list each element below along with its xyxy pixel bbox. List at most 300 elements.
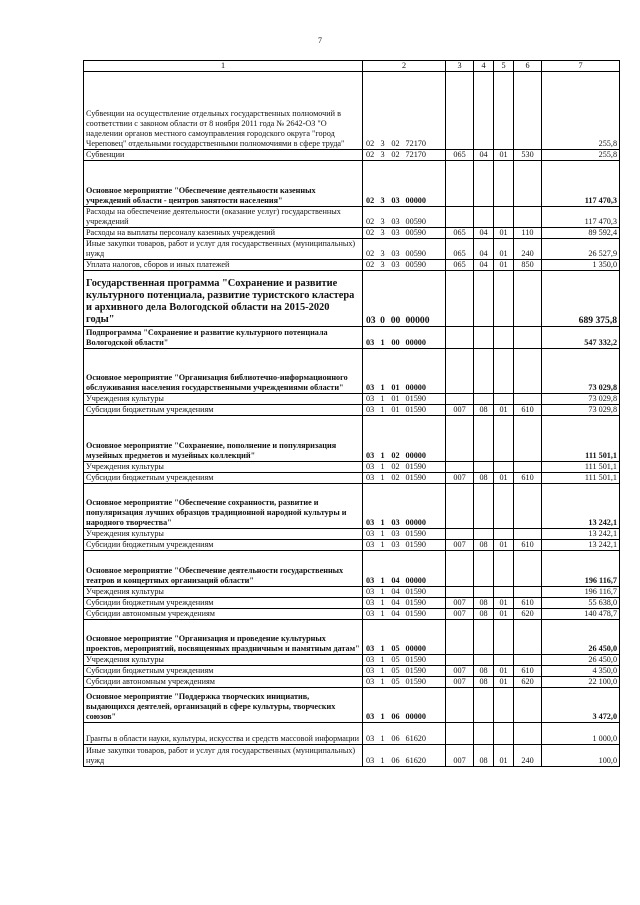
cell-g [446, 655, 474, 666]
cell-k1: 03 [363, 529, 378, 540]
cell-sum: 4 350,0 [542, 666, 620, 677]
cell-g: 007 [446, 609, 474, 620]
cell-pr [494, 349, 514, 394]
cell-k3: 03 [388, 207, 404, 228]
cell-k1: 03 [363, 688, 378, 723]
cell-k1: 03 [363, 349, 378, 394]
cell-name: Подпрограмма "Сохранение и развитие культурного потенциала Вологодской области" [84, 327, 363, 349]
cell-name: Государственная программа "Сохранение и развитие культурного потенциала, развитие туристского кластера и архивного дела Вологодской области на 2015-2020 годы" [84, 271, 363, 327]
cell-k2: 1 [378, 551, 388, 587]
cell-k2: 3 [378, 239, 388, 260]
table-row [84, 271, 620, 327]
cell-k3: 00 [388, 271, 404, 327]
cell-sum: 3 472,0 [542, 688, 620, 723]
cell-pr: 01 [494, 405, 514, 416]
cell-k4: 01590 [404, 529, 446, 540]
cell-vr: 610 [514, 598, 542, 609]
cell-k3: 02 [388, 462, 404, 473]
cell-k3: 03 [388, 529, 404, 540]
cell-pr [494, 271, 514, 327]
cell-k4: 00000 [404, 484, 446, 529]
cell-name: Иные закупки товаров, работ и услуг для государственных (муниципальных) нужд [84, 745, 363, 767]
cell-pr: 01 [494, 609, 514, 620]
table-row [84, 72, 620, 150]
cell-k4: 01590 [404, 462, 446, 473]
cell-k3: 03 [388, 260, 404, 271]
cell-k4: 01590 [404, 609, 446, 620]
cell-rz: 08 [474, 677, 494, 688]
cell-name: Гранты в области науки, культуры, искусства и средств массовой информации [84, 723, 363, 745]
budget-table [83, 60, 620, 767]
cell-vr: 610 [514, 540, 542, 551]
cell-k2: 3 [378, 161, 388, 207]
cell-rz: 04 [474, 228, 494, 239]
cell-rz: 04 [474, 239, 494, 260]
cell-rz [474, 688, 494, 723]
cell-name: Основное мероприятие "Обеспечение деятельности государственных театров и концертных организаций области" [84, 551, 363, 587]
cell-k4: 00000 [404, 620, 446, 655]
header-row [84, 61, 620, 72]
cell-name: Уплата налогов, сборов и иных платежей [84, 260, 363, 271]
cell-k2: 1 [378, 587, 388, 598]
cell-rz: 08 [474, 745, 494, 767]
table-row [84, 598, 620, 609]
cell-rz [474, 551, 494, 587]
cell-rz [474, 723, 494, 745]
cell-g [446, 207, 474, 228]
cell-vr [514, 161, 542, 207]
header-col-3: 3 [446, 61, 474, 72]
page-number: 7 [318, 36, 322, 45]
cell-k1: 03 [363, 540, 378, 551]
cell-k3: 03 [388, 239, 404, 260]
cell-vr [514, 484, 542, 529]
cell-k2: 3 [378, 150, 388, 161]
cell-k4: 00000 [404, 161, 446, 207]
cell-g [446, 688, 474, 723]
cell-k3: 05 [388, 620, 404, 655]
cell-name: Иные закупки товаров, работ и услуг для государственных (муниципальных) нужд [84, 239, 363, 260]
cell-g [446, 723, 474, 745]
cell-k1: 03 [363, 484, 378, 529]
cell-k2: 1 [378, 416, 388, 462]
cell-k1: 02 [363, 239, 378, 260]
cell-rz: 08 [474, 598, 494, 609]
cell-sum: 26 527,9 [542, 239, 620, 260]
cell-k1: 03 [363, 677, 378, 688]
cell-k4: 01590 [404, 598, 446, 609]
cell-k4: 00000 [404, 551, 446, 587]
cell-sum: 13 242,1 [542, 540, 620, 551]
cell-k4: 00590 [404, 260, 446, 271]
cell-k4: 00000 [404, 271, 446, 327]
cell-vr: 530 [514, 150, 542, 161]
header-col-4: 4 [474, 61, 494, 72]
cell-sum: 73 029,8 [542, 349, 620, 394]
cell-pr: 01 [494, 473, 514, 484]
cell-pr [494, 655, 514, 666]
cell-k3: 02 [388, 416, 404, 462]
cell-g: 065 [446, 239, 474, 260]
cell-vr: 620 [514, 677, 542, 688]
table-row [84, 666, 620, 677]
cell-k3: 00 [388, 327, 404, 349]
cell-pr [494, 207, 514, 228]
cell-vr [514, 529, 542, 540]
cell-pr [494, 72, 514, 150]
cell-k2: 1 [378, 327, 388, 349]
cell-sum: 26 450,0 [542, 620, 620, 655]
cell-k2: 1 [378, 688, 388, 723]
cell-pr: 01 [494, 228, 514, 239]
cell-rz: 04 [474, 260, 494, 271]
cell-k3: 01 [388, 394, 404, 405]
cell-rz: 08 [474, 540, 494, 551]
cell-vr: 610 [514, 473, 542, 484]
cell-g [446, 587, 474, 598]
cell-k3: 06 [388, 688, 404, 723]
cell-rz [474, 587, 494, 598]
cell-k1: 02 [363, 207, 378, 228]
table-row [84, 473, 620, 484]
cell-vr [514, 620, 542, 655]
cell-k2: 1 [378, 349, 388, 394]
cell-pr: 01 [494, 260, 514, 271]
cell-k1: 03 [363, 609, 378, 620]
header-col-2: 2 [363, 61, 446, 72]
cell-k1: 03 [363, 473, 378, 484]
cell-vr: 850 [514, 260, 542, 271]
cell-k1: 03 [363, 655, 378, 666]
cell-rz [474, 620, 494, 655]
table-row [84, 349, 620, 394]
cell-k3: 01 [388, 405, 404, 416]
cell-k3: 03 [388, 161, 404, 207]
cell-k4: 01590 [404, 677, 446, 688]
cell-name: Учреждения культуры [84, 587, 363, 598]
cell-k2: 3 [378, 228, 388, 239]
cell-k2: 1 [378, 620, 388, 655]
cell-g [446, 484, 474, 529]
cell-vr [514, 271, 542, 327]
table-row [84, 551, 620, 587]
cell-g: 007 [446, 540, 474, 551]
cell-rz [474, 462, 494, 473]
cell-name: Основное мероприятие "Поддержка творческих инициатив, выдающихся деятелей, организаций в сфере культуры, творческих союзов" [84, 688, 363, 723]
cell-g [446, 620, 474, 655]
cell-sum: 100,0 [542, 745, 620, 767]
cell-sum: 111 501,1 [542, 462, 620, 473]
cell-rz [474, 327, 494, 349]
cell-rz: 08 [474, 473, 494, 484]
cell-vr [514, 551, 542, 587]
cell-name: Основное мероприятие "Обеспечение сохранности, развитие и популяризация лучших образцов традиционной народной культуры и народного творчества" [84, 484, 363, 529]
cell-vr: 610 [514, 666, 542, 677]
cell-name: Основное мероприятие "Организация и проведение культурных проектов, мероприятий, посвященных праздничным и памятным датам" [84, 620, 363, 655]
cell-g [446, 462, 474, 473]
table-row [84, 677, 620, 688]
cell-name: Субсидии автономным учреждениям [84, 609, 363, 620]
table-row [84, 228, 620, 239]
cell-name: Субсидии бюджетным учреждениям [84, 473, 363, 484]
cell-rz: 08 [474, 405, 494, 416]
cell-pr [494, 327, 514, 349]
cell-pr [494, 551, 514, 587]
cell-rz [474, 655, 494, 666]
cell-pr [494, 723, 514, 745]
header-col-6: 6 [514, 61, 542, 72]
cell-k3: 05 [388, 655, 404, 666]
cell-name: Учреждения культуры [84, 394, 363, 405]
cell-k4: 01590 [404, 655, 446, 666]
cell-g [446, 416, 474, 462]
cell-vr [514, 349, 542, 394]
cell-k4: 00000 [404, 327, 446, 349]
cell-name: Субвенции [84, 150, 363, 161]
cell-k2: 0 [378, 271, 388, 327]
table-row [84, 745, 620, 767]
cell-vr [514, 688, 542, 723]
cell-vr: 620 [514, 609, 542, 620]
cell-name: Субсидии бюджетным учреждениям [84, 598, 363, 609]
cell-pr [494, 587, 514, 598]
table-row [84, 260, 620, 271]
cell-k4: 01590 [404, 405, 446, 416]
cell-vr: 240 [514, 239, 542, 260]
cell-k1: 03 [363, 405, 378, 416]
cell-sum: 73 029,8 [542, 394, 620, 405]
cell-k3: 06 [388, 723, 404, 745]
cell-pr: 01 [494, 239, 514, 260]
cell-pr [494, 484, 514, 529]
cell-sum: 22 100,0 [542, 677, 620, 688]
cell-g [446, 551, 474, 587]
table-row [84, 529, 620, 540]
cell-name: Субсидии бюджетным учреждениям [84, 666, 363, 677]
cell-sum: 13 242,1 [542, 529, 620, 540]
cell-vr [514, 72, 542, 150]
cell-rz [474, 529, 494, 540]
table-row [84, 327, 620, 349]
cell-k2: 1 [378, 405, 388, 416]
cell-sum: 547 332,2 [542, 327, 620, 349]
cell-name: Субсидии автономным учреждениям [84, 677, 363, 688]
cell-k2: 1 [378, 655, 388, 666]
cell-k2: 1 [378, 462, 388, 473]
cell-k4: 00000 [404, 416, 446, 462]
cell-sum: 117 470,3 [542, 207, 620, 228]
cell-sum: 196 116,7 [542, 587, 620, 598]
cell-k3: 05 [388, 677, 404, 688]
cell-sum: 111 501,1 [542, 473, 620, 484]
cell-g [446, 394, 474, 405]
cell-g: 065 [446, 228, 474, 239]
cell-k4: 01590 [404, 473, 446, 484]
cell-k3: 02 [388, 473, 404, 484]
cell-pr: 01 [494, 666, 514, 677]
cell-k4: 72170 [404, 150, 446, 161]
cell-k3: 03 [388, 484, 404, 529]
cell-k1: 03 [363, 394, 378, 405]
cell-g: 007 [446, 666, 474, 677]
cell-k1: 03 [363, 462, 378, 473]
table-row [84, 484, 620, 529]
cell-k3: 06 [388, 745, 404, 767]
table-row [84, 723, 620, 745]
cell-k3: 02 [388, 150, 404, 161]
table-row [84, 462, 620, 473]
cell-k1: 02 [363, 260, 378, 271]
cell-k2: 3 [378, 207, 388, 228]
cell-sum: 111 501,1 [542, 416, 620, 462]
cell-sum: 140 478,7 [542, 609, 620, 620]
cell-name: Субсидии бюджетным учреждениям [84, 540, 363, 551]
cell-k1: 03 [363, 271, 378, 327]
cell-k2: 1 [378, 529, 388, 540]
cell-g [446, 327, 474, 349]
cell-rz [474, 72, 494, 150]
cell-k2: 1 [378, 598, 388, 609]
cell-rz [474, 484, 494, 529]
cell-k1: 02 [363, 161, 378, 207]
cell-pr [494, 394, 514, 405]
cell-name: Основное мероприятие "Обеспечение деятельности казенных учреждений области - центров занятости населения" [84, 161, 363, 207]
cell-k2: 1 [378, 540, 388, 551]
cell-k3: 04 [388, 551, 404, 587]
cell-vr [514, 655, 542, 666]
cell-pr [494, 529, 514, 540]
table-row [84, 405, 620, 416]
cell-k1: 03 [363, 620, 378, 655]
cell-pr [494, 688, 514, 723]
cell-g: 007 [446, 677, 474, 688]
cell-k1: 02 [363, 150, 378, 161]
cell-k1: 03 [363, 587, 378, 598]
table-row [84, 150, 620, 161]
cell-sum: 55 638,0 [542, 598, 620, 609]
cell-pr: 01 [494, 745, 514, 767]
cell-vr: 610 [514, 405, 542, 416]
cell-sum: 26 450,0 [542, 655, 620, 666]
cell-rz [474, 207, 494, 228]
cell-vr [514, 327, 542, 349]
cell-rz: 08 [474, 609, 494, 620]
cell-g: 007 [446, 745, 474, 767]
cell-rz: 08 [474, 666, 494, 677]
cell-k1: 03 [363, 327, 378, 349]
cell-k3: 04 [388, 598, 404, 609]
cell-k3: 05 [388, 666, 404, 677]
cell-k1: 02 [363, 228, 378, 239]
cell-rz [474, 394, 494, 405]
cell-g: 007 [446, 598, 474, 609]
cell-g: 007 [446, 473, 474, 484]
cell-sum: 1 350,0 [542, 260, 620, 271]
cell-k4: 00590 [404, 228, 446, 239]
cell-vr [514, 394, 542, 405]
cell-sum: 13 242,1 [542, 484, 620, 529]
cell-k4: 00000 [404, 349, 446, 394]
cell-pr [494, 416, 514, 462]
cell-vr [514, 723, 542, 745]
cell-sum: 689 375,8 [542, 271, 620, 327]
cell-g [446, 349, 474, 394]
table-row [84, 394, 620, 405]
cell-g: 065 [446, 260, 474, 271]
cell-k3: 03 [388, 540, 404, 551]
table-row [84, 239, 620, 260]
cell-k4: 00590 [404, 239, 446, 260]
cell-g [446, 271, 474, 327]
cell-k4: 01590 [404, 666, 446, 677]
cell-k4: 01590 [404, 587, 446, 598]
cell-pr: 01 [494, 677, 514, 688]
cell-k2: 1 [378, 394, 388, 405]
header-col-1: 1 [84, 61, 363, 72]
table-row [84, 620, 620, 655]
cell-sum: 255,8 [542, 150, 620, 161]
cell-k4: 01590 [404, 540, 446, 551]
table-row [84, 609, 620, 620]
cell-k2: 3 [378, 72, 388, 150]
cell-rz [474, 161, 494, 207]
cell-pr [494, 462, 514, 473]
table-row [84, 161, 620, 207]
cell-k1: 03 [363, 745, 378, 767]
cell-k3: 02 [388, 72, 404, 150]
cell-k4: 61620 [404, 723, 446, 745]
table-row [84, 587, 620, 598]
cell-name: Расходы на обеспечение деятельности (оказание услуг) государственных учреждений [84, 207, 363, 228]
cell-name: Учреждения культуры [84, 655, 363, 666]
cell-k3: 03 [388, 228, 404, 239]
cell-sum: 117 470,3 [542, 161, 620, 207]
cell-g [446, 161, 474, 207]
cell-k4: 00590 [404, 207, 446, 228]
cell-g: 007 [446, 405, 474, 416]
table-row [84, 207, 620, 228]
cell-vr [514, 462, 542, 473]
cell-pr [494, 161, 514, 207]
cell-k4: 01590 [404, 394, 446, 405]
cell-k2: 3 [378, 260, 388, 271]
table-row [84, 688, 620, 723]
cell-k2: 1 [378, 745, 388, 767]
cell-name: Основное мероприятие "Сохранение, пополнение и популяризация музейных предметов и музейных коллекций" [84, 416, 363, 462]
cell-sum: 196 116,7 [542, 551, 620, 587]
cell-pr: 01 [494, 598, 514, 609]
cell-rz [474, 349, 494, 394]
cell-rz: 04 [474, 150, 494, 161]
cell-k4: 61620 [404, 745, 446, 767]
cell-g [446, 72, 474, 150]
cell-pr: 01 [494, 540, 514, 551]
cell-rz [474, 416, 494, 462]
table-row [84, 540, 620, 551]
cell-k2: 1 [378, 484, 388, 529]
cell-k2: 1 [378, 677, 388, 688]
cell-sum: 255,8 [542, 72, 620, 150]
cell-vr [514, 207, 542, 228]
cell-name: Учреждения культуры [84, 462, 363, 473]
cell-k3: 04 [388, 609, 404, 620]
cell-k1: 03 [363, 598, 378, 609]
table-row [84, 655, 620, 666]
cell-k3: 01 [388, 349, 404, 394]
cell-k2: 1 [378, 473, 388, 484]
cell-name: Учреждения культуры [84, 529, 363, 540]
cell-k2: 1 [378, 609, 388, 620]
